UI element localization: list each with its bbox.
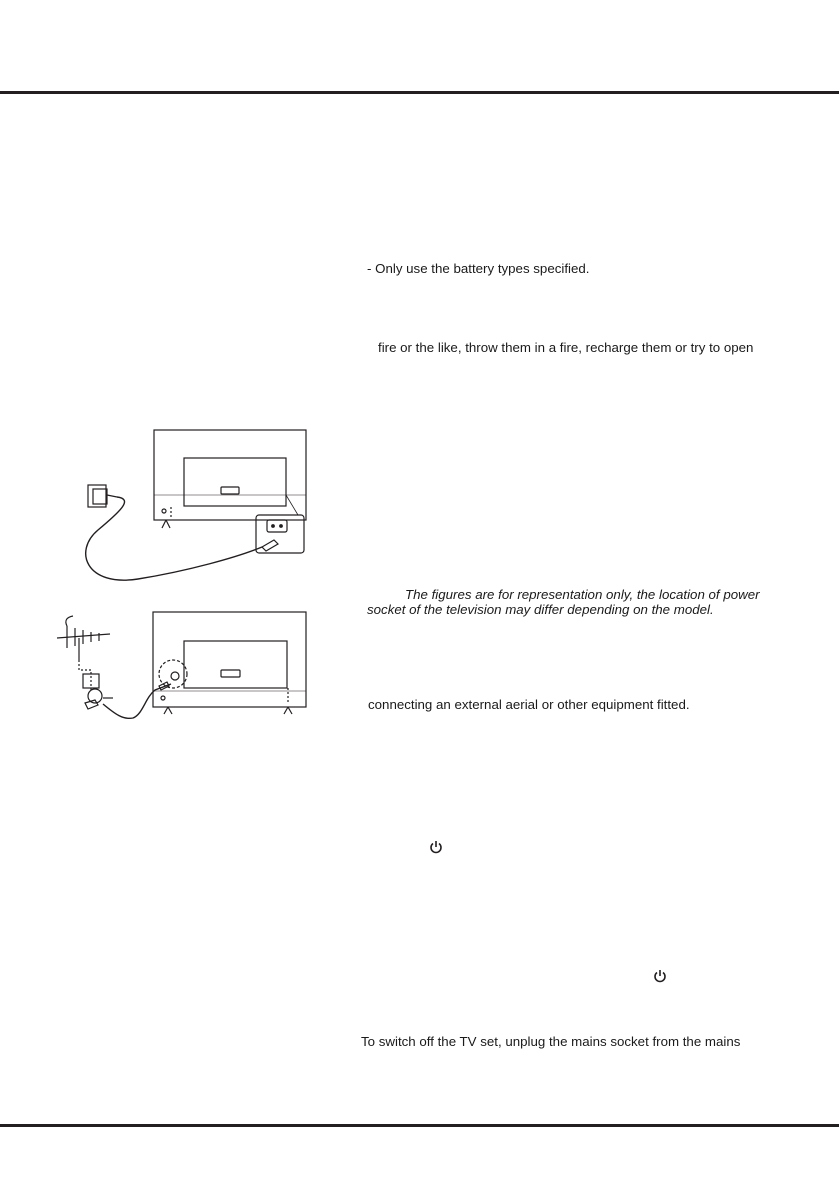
switch-off-text: To switch off the TV set, unplug the mains socket from the mains <box>361 1034 741 1049</box>
battery-fire-text: fire or the like, throw them in a fire, recharge them or try to open <box>378 340 754 355</box>
aerial-connection-figure <box>55 608 311 724</box>
figures-note-line-1: The figures are for representation only, the location of power <box>405 587 760 602</box>
bottom-rule <box>0 1124 839 1127</box>
power-icon <box>429 840 443 854</box>
power-connection-figure <box>78 425 310 585</box>
tv-rear-panel-2 <box>153 612 306 707</box>
aerial-text: connecting an external aerial or other equipment fitted. <box>368 697 690 712</box>
top-rule <box>0 91 839 94</box>
figures-note-line-2: socket of the television may differ depending on the model. <box>367 602 714 617</box>
battery-types-text: - Only use the battery types specified. <box>367 261 590 276</box>
power-icon <box>653 969 667 983</box>
aerial-antenna <box>57 616 110 660</box>
power-cable <box>86 497 262 580</box>
tv-power-socket-callout <box>256 515 304 553</box>
